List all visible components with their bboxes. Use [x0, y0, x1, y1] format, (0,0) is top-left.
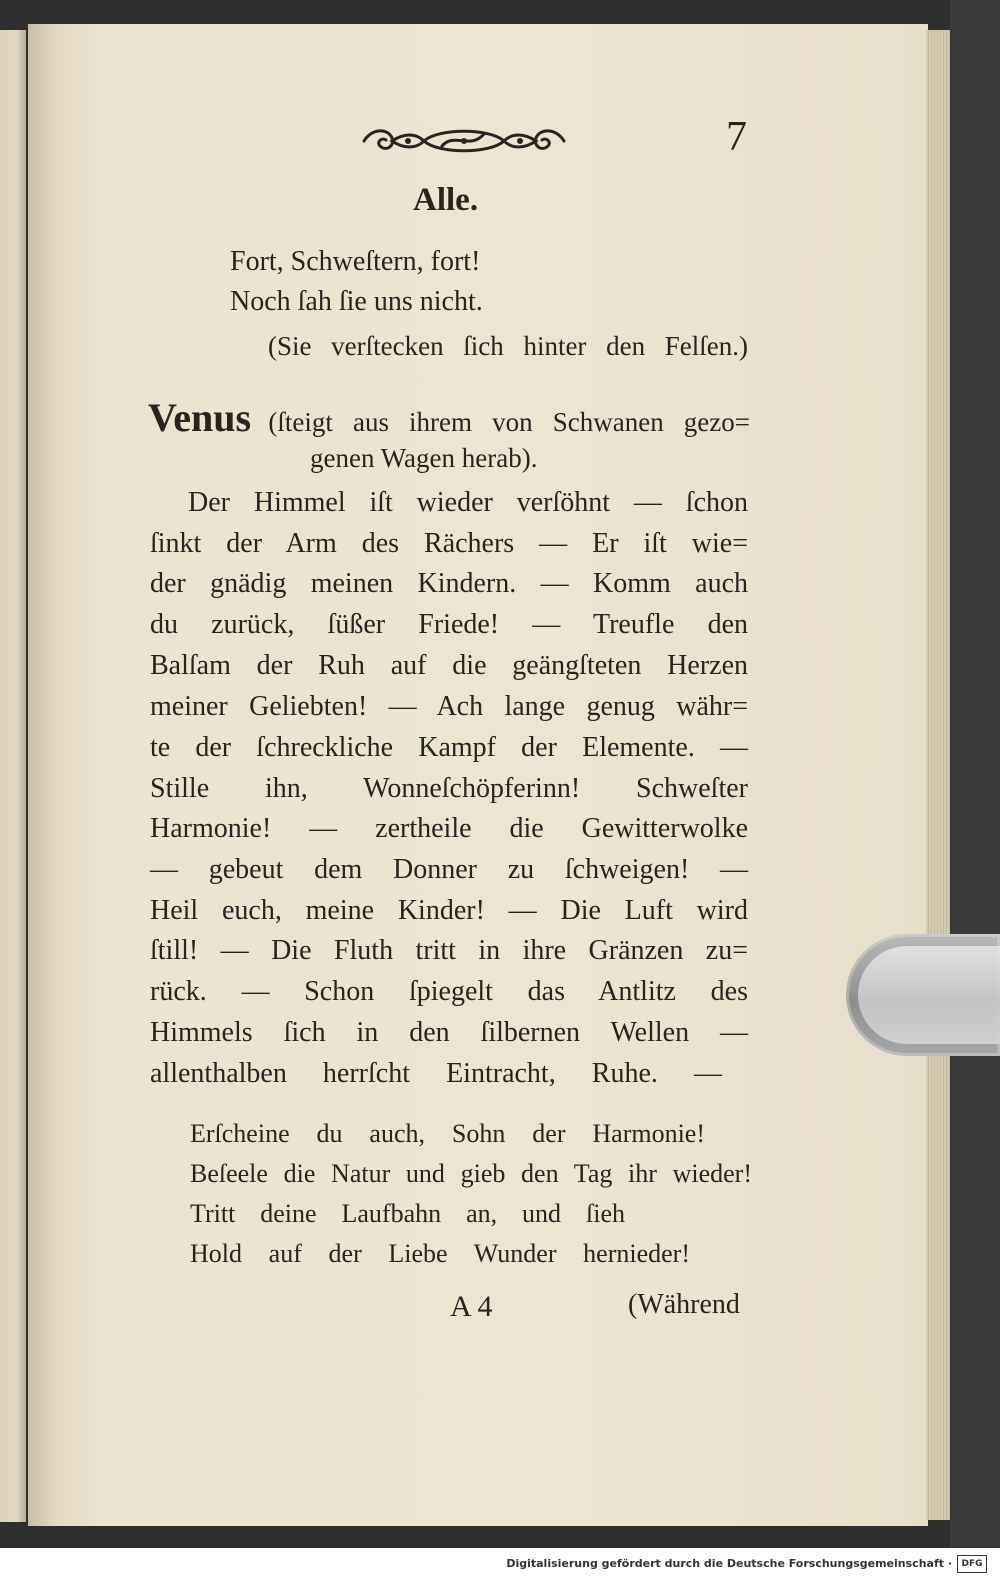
venus-direction-continued: genen Wagen herab).	[310, 443, 538, 473]
speech-line: der gnädig meinen Kindern. — Komm auch	[150, 568, 748, 599]
verse-line: Beſeele die Natur und gieb den Tag ihr wieder!	[190, 1159, 752, 1188]
speaker-heading-all: Alle.	[413, 182, 479, 218]
verse-line: Hold auf der Liebe Wunder hernieder!	[190, 1239, 690, 1268]
venus-direction: (ſteigt aus ihrem von Schwanen gezo=	[268, 407, 750, 437]
header-ornament	[358, 122, 570, 160]
speech-line: allenthalben herrſcht Eintracht, Ruhe. —	[150, 1058, 722, 1089]
page-number: 7	[726, 114, 747, 160]
speech-line: ſinkt der Arm des Rächers — Er iſt wie=	[150, 528, 748, 559]
speaker-name-venus: Venus	[148, 395, 252, 440]
verse-line: Erſcheine du auch, Sohn der Harmonie!	[190, 1119, 705, 1148]
speech-line: Harmonie! — zertheile die Gewitterwolke	[150, 813, 748, 844]
signature-mark: A 4	[450, 1290, 493, 1323]
speech-line: meiner Geliebten! — Ach lange genug währ=	[150, 691, 748, 722]
speech-line: Himmels ſich in den ſilbernen Wellen —	[150, 1017, 748, 1048]
page-clip-highlight	[858, 946, 1000, 1044]
speech-line: Stille ihn, Wonneſchöpferinn! Schweſter	[150, 773, 748, 804]
verse-line: Tritt deine Laufbahn an, und ſieh	[190, 1199, 625, 1228]
chorus-line: Fort, Schweſtern, fort!	[230, 246, 481, 277]
speech-line: — gebeut dem Donner zu ſchweigen! —	[150, 854, 748, 885]
speech-line: du zurück, ſüßer Friede! — Treufle den	[150, 609, 748, 640]
scan-border-right	[950, 0, 1000, 1548]
speech-line: te der ſchreckliche Kampf der Elemente. —	[150, 732, 748, 763]
chorus-line: Noch ſah ſie uns nicht.	[230, 286, 483, 317]
dfg-logo: DFG	[957, 1555, 987, 1573]
speech-line: Heil euch, meine Kinder! — Die Luft wird	[150, 895, 748, 926]
catchword: (Während	[628, 1289, 740, 1320]
speech-line: rück. — Schon ſpiegelt das Antlitz des	[150, 976, 748, 1007]
facing-page-edge	[0, 30, 26, 1522]
page-stack-edge	[926, 30, 950, 1520]
stage-direction: (Sie verſtecken ſich hinter den Felſen.)	[268, 331, 748, 361]
speech-line: Balſam der Ruh auf die geängſteten Herzen	[150, 650, 748, 681]
digitization-credit: Digitalisierung gefördert durch die Deutsche Forschungsgemeinschaft ·	[506, 1557, 952, 1570]
speech-line: Der Himmel iſt wieder verſöhnt — ſchon	[188, 487, 748, 518]
speech-line: ſtill! — Die Fluth tritt in ihre Gränzen zu=	[150, 935, 748, 966]
